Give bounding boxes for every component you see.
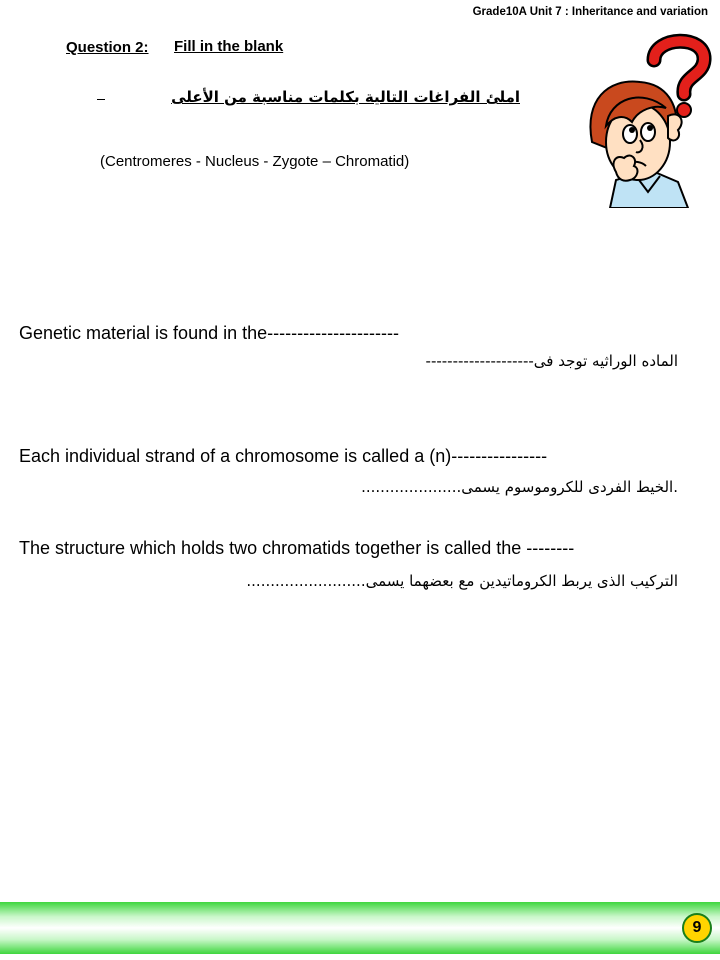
arabic-instruction: املئ الفراغات التالية بكلمات مناسبة من الأعلى: [171, 88, 520, 106]
thinking-person-question-mark-icon: [580, 30, 712, 208]
header-title: Grade10A Unit 7 : Inheritance and variation: [472, 6, 708, 18]
footer-band: [0, 902, 720, 954]
item-2-arabic: [361, 478, 678, 496]
item-2-arabic-text: الخيط الفردى للكروموسوم يسمى.....................: [361, 478, 674, 496]
item-3-english: The structure which holds two chromatids together is called the --------: [19, 538, 575, 558]
item-2-english: Each individual strand of a chromosome is called a (n)----------------: [19, 446, 548, 466]
item-1-arabic: الماده الوراثيه توجد فى--------------------: [425, 352, 678, 370]
item-2-arabic-end: .: [673, 478, 678, 496]
question-label: Question 2:: [66, 39, 149, 56]
question-title: Fill in the blank: [174, 38, 284, 55]
item-3-arabic: التركيب الذى يربط الكروماتيدين مع بعضهما يسمى.........................: [246, 572, 678, 590]
word-bank: (Centromeres - Nucleus - Zygote – Chromatid): [100, 153, 410, 170]
page-number-badge: 9: [682, 913, 712, 943]
item-1-english: Genetic material is found in the----------------------: [19, 323, 400, 343]
stray-dash: [97, 99, 105, 100]
